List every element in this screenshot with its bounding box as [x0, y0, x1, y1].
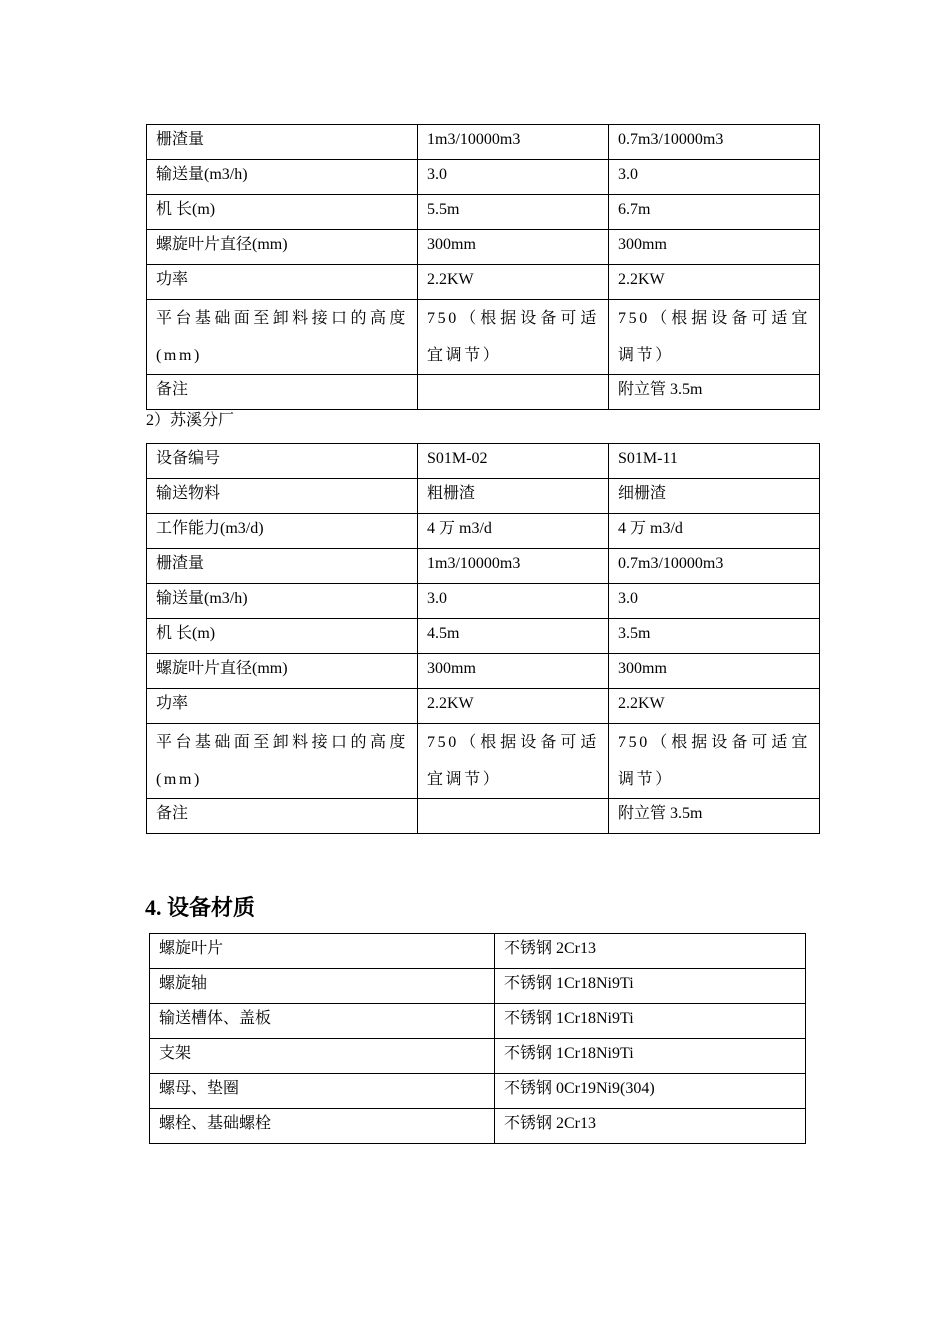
part-name-cell: 螺栓、基础螺栓 [150, 1109, 495, 1144]
value-cell: 2.2KW [418, 265, 609, 300]
table-row [147, 799, 820, 834]
value-cell: 300mm [609, 654, 820, 689]
param-name-cell: 机 长(m) [147, 195, 418, 230]
part-name-cell: 支架 [150, 1039, 495, 1074]
param-name-cell: 栅渣量 [147, 125, 418, 160]
table-row [147, 125, 820, 160]
table-row [147, 265, 820, 300]
table-row [150, 1039, 806, 1074]
value-cell: S01M-02 [418, 444, 609, 479]
table-row [147, 689, 820, 724]
value-cell: 3.0 [609, 584, 820, 619]
param-name-cell: 备注 [147, 375, 418, 410]
value-cell: 3.5m [609, 619, 820, 654]
table-row [147, 195, 820, 230]
table-row [147, 479, 820, 514]
value-cell: S01M-11 [609, 444, 820, 479]
table-row [147, 300, 820, 375]
value-cell: 5.5m [418, 195, 609, 230]
param-name-cell: 平台基础面至卸料接口的高度(mm) [147, 724, 418, 799]
table-row [147, 375, 820, 410]
value-cell: 750（根据设备可适宜调节） [609, 300, 820, 375]
value-cell: 6.7m [609, 195, 820, 230]
value-cell: 750（根据设备可适宜调节） [418, 300, 609, 375]
value-cell: 750（根据设备可适宜调节） [609, 724, 820, 799]
param-name-cell: 机 长(m) [147, 619, 418, 654]
part-name-cell: 输送槽体、盖板 [150, 1004, 495, 1039]
table-row [150, 1004, 806, 1039]
value-cell: 0.7m3/10000m3 [609, 125, 820, 160]
value-cell: 300mm [609, 230, 820, 265]
param-name-cell: 输送物料 [147, 479, 418, 514]
table-row [147, 724, 820, 799]
table-row [147, 230, 820, 265]
value-cell: 2.2KW [609, 265, 820, 300]
param-name-cell: 栅渣量 [147, 549, 418, 584]
value-cell: 3.0 [609, 160, 820, 195]
material-cell: 不锈钢 1Cr18Ni9Ti [495, 969, 806, 1004]
value-cell: 2.2KW [609, 689, 820, 724]
value-cell: 750（根据设备可适宜调节） [418, 724, 609, 799]
material-cell: 不锈钢 0Cr19Ni9(304) [495, 1074, 806, 1109]
material-cell: 不锈钢 1Cr18Ni9Ti [495, 1039, 806, 1074]
part-name-cell: 螺母、垫圈 [150, 1074, 495, 1109]
value-cell: 300mm [418, 654, 609, 689]
value-cell: 附立管 3.5m [609, 799, 820, 834]
table-row [147, 514, 820, 549]
param-name-cell: 功率 [147, 265, 418, 300]
material-table [149, 933, 806, 1144]
table-row [147, 549, 820, 584]
table-row [150, 1109, 806, 1144]
part-name-cell: 螺旋叶片 [150, 934, 495, 969]
param-name-cell: 输送量(m3/h) [147, 160, 418, 195]
material-cell: 不锈钢 2Cr13 [495, 1109, 806, 1144]
section-title-equipment-material: 4. 设备材质 [145, 895, 256, 920]
subheading-suxi-plant: 2）苏溪分厂 [146, 412, 235, 429]
param-name-cell: 设备编号 [147, 444, 418, 479]
value-cell [418, 799, 609, 834]
table-row [147, 619, 820, 654]
value-cell: 4 万 m3/d [609, 514, 820, 549]
table-row [147, 654, 820, 689]
value-cell: 附立管 3.5m [609, 375, 820, 410]
material-cell: 不锈钢 2Cr13 [495, 934, 806, 969]
table-row [147, 584, 820, 619]
spec-table-continued [146, 124, 820, 410]
value-cell: 4 万 m3/d [418, 514, 609, 549]
spec-table-suxi [146, 443, 820, 834]
param-name-cell: 平台基础面至卸料接口的高度(mm) [147, 300, 418, 375]
value-cell: 3.0 [418, 160, 609, 195]
value-cell: 粗栅渣 [418, 479, 609, 514]
value-cell: 1m3/10000m3 [418, 549, 609, 584]
table-row [150, 1074, 806, 1109]
value-cell: 0.7m3/10000m3 [609, 549, 820, 584]
value-cell: 1m3/10000m3 [418, 125, 609, 160]
table-row [147, 160, 820, 195]
value-cell [418, 375, 609, 410]
value-cell: 4.5m [418, 619, 609, 654]
part-name-cell: 螺旋轴 [150, 969, 495, 1004]
value-cell: 300mm [418, 230, 609, 265]
param-name-cell: 螺旋叶片直径(mm) [147, 654, 418, 689]
material-cell: 不锈钢 1Cr18Ni9Ti [495, 1004, 806, 1039]
table-row [150, 934, 806, 969]
value-cell: 细栅渣 [609, 479, 820, 514]
param-name-cell: 工作能力(m3/d) [147, 514, 418, 549]
param-name-cell: 备注 [147, 799, 418, 834]
value-cell: 3.0 [418, 584, 609, 619]
value-cell: 2.2KW [418, 689, 609, 724]
param-name-cell: 输送量(m3/h) [147, 584, 418, 619]
table-row [150, 969, 806, 1004]
table-row [147, 444, 820, 479]
param-name-cell: 螺旋叶片直径(mm) [147, 230, 418, 265]
param-name-cell: 功率 [147, 689, 418, 724]
